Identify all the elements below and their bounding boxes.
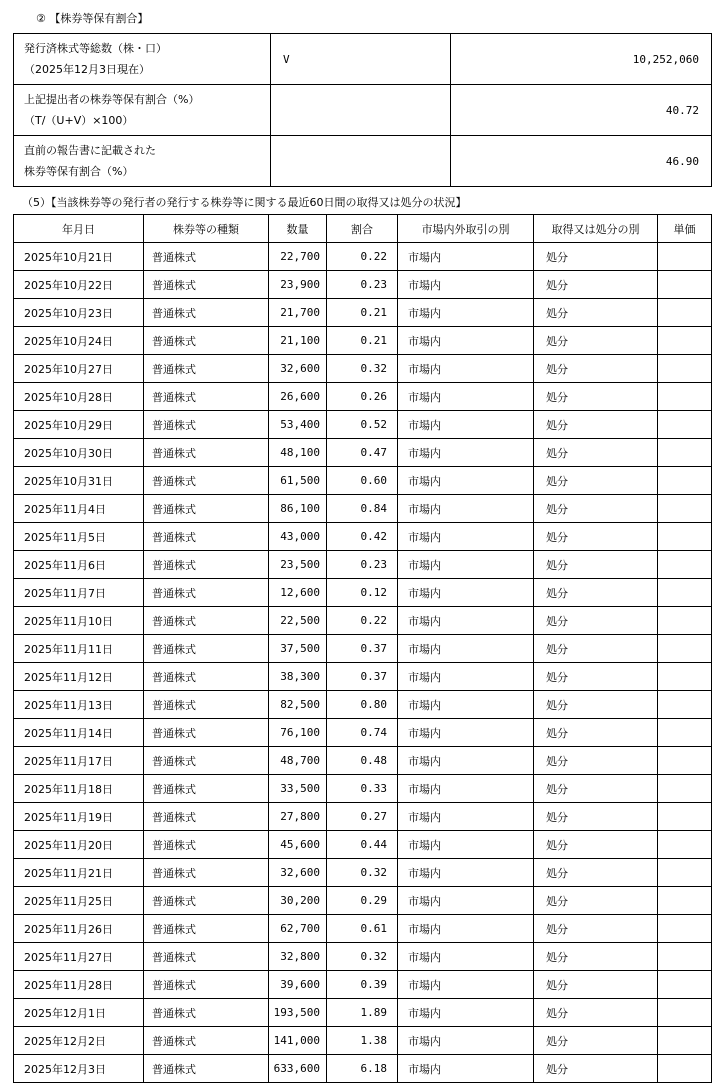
cell-market: 市場内 (398, 467, 534, 495)
cell-ratio: 0.44 (327, 831, 398, 859)
cell-date: 2025年10月21日 (14, 243, 144, 271)
cell-date: 2025年11月20日 (14, 831, 144, 859)
cell-date: 2025年10月27日 (14, 355, 144, 383)
table-row (14, 747, 712, 775)
cell-unit-price (658, 607, 712, 635)
table-row (14, 1027, 712, 1055)
cell-quantity: 62,700 (269, 915, 327, 943)
cell-type: 普通株式 (144, 327, 269, 355)
cell-acquisition-or-disposal: 処分 (534, 299, 658, 327)
cell-quantity: 53,400 (269, 411, 327, 439)
ratio-label-cell (14, 85, 271, 136)
ratio-label-line2: （T/（U+V）×100） (24, 114, 134, 127)
table-row (14, 915, 712, 943)
cell-quantity: 23,900 (269, 271, 327, 299)
cell-type: 普通株式 (144, 439, 269, 467)
cell-unit-price (658, 467, 712, 495)
cell-date: 2025年12月1日 (14, 999, 144, 1027)
cell-date: 2025年11月11日 (14, 635, 144, 663)
cell-market: 市場内 (398, 327, 534, 355)
cell-market: 市場内 (398, 663, 534, 691)
ratio-value: 10,252,060 (451, 34, 712, 85)
transactions-table (13, 214, 712, 1083)
table-row (14, 607, 712, 635)
cell-date: 2025年11月19日 (14, 803, 144, 831)
cell-ratio: 1.89 (327, 999, 398, 1027)
cell-quantity: 48,100 (269, 439, 327, 467)
cell-unit-price (658, 943, 712, 971)
cell-acquisition-or-disposal: 処分 (534, 551, 658, 579)
cell-ratio: 0.21 (327, 327, 398, 355)
cell-type: 普通株式 (144, 635, 269, 663)
table-row (14, 243, 712, 271)
ratio-row-previous-ratio (14, 136, 712, 187)
cell-date: 2025年11月25日 (14, 887, 144, 915)
cell-quantity: 21,700 (269, 299, 327, 327)
cell-unit-price (658, 971, 712, 999)
table-row (14, 775, 712, 803)
cell-date: 2025年10月31日 (14, 467, 144, 495)
cell-acquisition-or-disposal: 処分 (534, 1027, 658, 1055)
cell-ratio: 0.42 (327, 523, 398, 551)
cell-market: 市場内 (398, 943, 534, 971)
cell-type: 普通株式 (144, 411, 269, 439)
cell-type: 普通株式 (144, 691, 269, 719)
cell-ratio: 0.37 (327, 663, 398, 691)
cell-type: 普通株式 (144, 999, 269, 1027)
cell-acquisition-or-disposal: 処分 (534, 887, 658, 915)
cell-unit-price (658, 803, 712, 831)
table-header-row (14, 215, 712, 243)
cell-unit-price (658, 579, 712, 607)
cell-market: 市場内 (398, 551, 534, 579)
cell-date: 2025年11月4日 (14, 495, 144, 523)
cell-date: 2025年10月24日 (14, 327, 144, 355)
cell-ratio: 1.38 (327, 1027, 398, 1055)
cell-market: 市場内 (398, 607, 534, 635)
table-row (14, 439, 712, 467)
cell-quantity: 32,600 (269, 355, 327, 383)
table-row (14, 859, 712, 887)
cell-type: 普通株式 (144, 831, 269, 859)
cell-type: 普通株式 (144, 887, 269, 915)
cell-type: 普通株式 (144, 383, 269, 411)
cell-type: 普通株式 (144, 1055, 269, 1083)
cell-ratio: 0.39 (327, 971, 398, 999)
table-row (14, 719, 712, 747)
ratio-symbol (271, 136, 451, 187)
cell-date: 2025年11月14日 (14, 719, 144, 747)
cell-date: 2025年11月28日 (14, 971, 144, 999)
cell-acquisition-or-disposal: 処分 (534, 579, 658, 607)
cell-date: 2025年11月7日 (14, 579, 144, 607)
cell-quantity: 30,200 (269, 887, 327, 915)
cell-date: 2025年10月29日 (14, 411, 144, 439)
table-row (14, 691, 712, 719)
cell-market: 市場内 (398, 859, 534, 887)
cell-ratio: 0.21 (327, 299, 398, 327)
cell-acquisition-or-disposal: 処分 (534, 719, 658, 747)
cell-ratio: 0.52 (327, 411, 398, 439)
table-row (14, 887, 712, 915)
cell-market: 市場内 (398, 579, 534, 607)
cell-market: 市場内 (398, 747, 534, 775)
cell-date: 2025年12月3日 (14, 1055, 144, 1083)
cell-type: 普通株式 (144, 243, 269, 271)
cell-unit-price (658, 439, 712, 467)
table-row (14, 383, 712, 411)
cell-date: 2025年10月28日 (14, 383, 144, 411)
cell-acquisition-or-disposal: 処分 (534, 775, 658, 803)
table-row (14, 299, 712, 327)
cell-acquisition-or-disposal: 処分 (534, 495, 658, 523)
cell-unit-price (658, 271, 712, 299)
cell-ratio: 0.33 (327, 775, 398, 803)
cell-market: 市場内 (398, 971, 534, 999)
cell-date: 2025年11月18日 (14, 775, 144, 803)
column-header-type: 株券等の種類 (144, 215, 269, 243)
ratio-symbol: V (271, 34, 451, 85)
cell-quantity: 633,600 (269, 1055, 327, 1083)
cell-unit-price (658, 859, 712, 887)
cell-unit-price (658, 691, 712, 719)
ratio-label-line1: 直前の報告書に記載された (24, 144, 156, 157)
cell-acquisition-or-disposal: 処分 (534, 803, 658, 831)
cell-acquisition-or-disposal: 処分 (534, 523, 658, 551)
cell-type: 普通株式 (144, 859, 269, 887)
table-row (14, 495, 712, 523)
cell-acquisition-or-disposal: 処分 (534, 383, 658, 411)
cell-market: 市場内 (398, 439, 534, 467)
column-header-quantity: 数量 (269, 215, 327, 243)
ratio-label-line2: （2025年12月3日現在） (24, 63, 150, 76)
cell-unit-price (658, 523, 712, 551)
cell-quantity: 12,600 (269, 579, 327, 607)
cell-unit-price (658, 299, 712, 327)
cell-date: 2025年11月10日 (14, 607, 144, 635)
cell-ratio: 0.60 (327, 467, 398, 495)
cell-acquisition-or-disposal: 処分 (534, 635, 658, 663)
cell-acquisition-or-disposal: 処分 (534, 747, 658, 775)
cell-market: 市場内 (398, 1055, 534, 1083)
cell-quantity: 38,300 (269, 663, 327, 691)
cell-date: 2025年11月13日 (14, 691, 144, 719)
holding-ratio-table (13, 33, 712, 187)
cell-market: 市場内 (398, 411, 534, 439)
cell-market: 市場内 (398, 719, 534, 747)
cell-ratio: 0.48 (327, 747, 398, 775)
cell-quantity: 43,000 (269, 523, 327, 551)
cell-unit-price (658, 719, 712, 747)
cell-ratio: 0.61 (327, 915, 398, 943)
cell-acquisition-or-disposal: 処分 (534, 915, 658, 943)
cell-quantity: 33,500 (269, 775, 327, 803)
cell-acquisition-or-disposal: 処分 (534, 355, 658, 383)
cell-quantity: 37,500 (269, 635, 327, 663)
table-row (14, 579, 712, 607)
cell-type: 普通株式 (144, 1027, 269, 1055)
column-header-market: 市場内外取引の別 (398, 215, 534, 243)
cell-acquisition-or-disposal: 処分 (534, 943, 658, 971)
cell-market: 市場内 (398, 299, 534, 327)
cell-date: 2025年10月23日 (14, 299, 144, 327)
cell-ratio: 0.23 (327, 551, 398, 579)
cell-unit-price (658, 775, 712, 803)
table-row (14, 523, 712, 551)
cell-market: 市場内 (398, 999, 534, 1027)
ratio-label-line1: 発行済株式等総数（株・口） (24, 42, 167, 55)
cell-acquisition-or-disposal: 処分 (534, 691, 658, 719)
cell-type: 普通株式 (144, 551, 269, 579)
cell-unit-price (658, 411, 712, 439)
cell-quantity: 82,500 (269, 691, 327, 719)
cell-type: 普通株式 (144, 467, 269, 495)
cell-quantity: 86,100 (269, 495, 327, 523)
cell-acquisition-or-disposal: 処分 (534, 243, 658, 271)
cell-type: 普通株式 (144, 607, 269, 635)
cell-market: 市場内 (398, 271, 534, 299)
cell-unit-price (658, 663, 712, 691)
ratio-label-cell (14, 136, 271, 187)
cell-ratio: 0.12 (327, 579, 398, 607)
cell-ratio: 0.37 (327, 635, 398, 663)
cell-acquisition-or-disposal: 処分 (534, 999, 658, 1027)
table-row (14, 327, 712, 355)
table-row (14, 467, 712, 495)
cell-date: 2025年11月26日 (14, 915, 144, 943)
cell-unit-price (658, 1055, 712, 1083)
cell-type: 普通株式 (144, 803, 269, 831)
column-header-date: 年月日 (14, 215, 144, 243)
cell-date: 2025年11月21日 (14, 859, 144, 887)
cell-date: 2025年10月30日 (14, 439, 144, 467)
transactions-table-body (14, 243, 712, 1083)
cell-ratio: 0.74 (327, 719, 398, 747)
cell-quantity: 23,500 (269, 551, 327, 579)
cell-type: 普通株式 (144, 355, 269, 383)
cell-ratio: 0.23 (327, 271, 398, 299)
column-header-ratio: 割合 (327, 215, 398, 243)
cell-quantity: 141,000 (269, 1027, 327, 1055)
table-row (14, 551, 712, 579)
cell-type: 普通株式 (144, 719, 269, 747)
cell-type: 普通株式 (144, 299, 269, 327)
cell-acquisition-or-disposal: 処分 (534, 271, 658, 299)
cell-acquisition-or-disposal: 処分 (534, 439, 658, 467)
cell-ratio: 0.32 (327, 859, 398, 887)
cell-market: 市場内 (398, 915, 534, 943)
cell-date: 2025年10月22日 (14, 271, 144, 299)
cell-market: 市場内 (398, 355, 534, 383)
table-row (14, 831, 712, 859)
cell-type: 普通株式 (144, 579, 269, 607)
cell-type: 普通株式 (144, 747, 269, 775)
cell-ratio: 0.80 (327, 691, 398, 719)
cell-acquisition-or-disposal: 処分 (534, 607, 658, 635)
cell-unit-price (658, 887, 712, 915)
cell-ratio: 0.22 (327, 607, 398, 635)
cell-market: 市場内 (398, 831, 534, 859)
cell-quantity: 26,600 (269, 383, 327, 411)
cell-type: 普通株式 (144, 775, 269, 803)
cell-unit-price (658, 999, 712, 1027)
table-row (14, 999, 712, 1027)
cell-market: 市場内 (398, 243, 534, 271)
cell-type: 普通株式 (144, 943, 269, 971)
ratio-symbol (271, 85, 451, 136)
cell-quantity: 48,700 (269, 747, 327, 775)
table-row (14, 635, 712, 663)
cell-date: 2025年11月12日 (14, 663, 144, 691)
table-row (14, 663, 712, 691)
cell-type: 普通株式 (144, 271, 269, 299)
cell-ratio: 0.26 (327, 383, 398, 411)
cell-quantity: 76,100 (269, 719, 327, 747)
cell-market: 市場内 (398, 523, 534, 551)
cell-date: 2025年11月6日 (14, 551, 144, 579)
cell-quantity: 32,600 (269, 859, 327, 887)
cell-quantity: 27,800 (269, 803, 327, 831)
cell-quantity: 32,800 (269, 943, 327, 971)
cell-acquisition-or-disposal: 処分 (534, 327, 658, 355)
cell-market: 市場内 (398, 775, 534, 803)
table-row (14, 803, 712, 831)
table-row (14, 943, 712, 971)
cell-ratio: 6.18 (327, 1055, 398, 1083)
cell-unit-price (658, 551, 712, 579)
cell-ratio: 0.32 (327, 943, 398, 971)
cell-date: 2025年11月17日 (14, 747, 144, 775)
cell-quantity: 21,100 (269, 327, 327, 355)
cell-quantity: 61,500 (269, 467, 327, 495)
ratio-label-line2: 株券等保有割合（%） (24, 165, 134, 178)
section-ratio-title: ② 【株券等保有割合】 (36, 12, 149, 25)
table-row (14, 411, 712, 439)
cell-acquisition-or-disposal: 処分 (534, 831, 658, 859)
table-row (14, 271, 712, 299)
cell-type: 普通株式 (144, 663, 269, 691)
cell-ratio: 0.22 (327, 243, 398, 271)
cell-unit-price (658, 915, 712, 943)
cell-unit-price (658, 495, 712, 523)
cell-unit-price (658, 635, 712, 663)
cell-quantity: 193,500 (269, 999, 327, 1027)
cell-ratio: 0.27 (327, 803, 398, 831)
cell-unit-price (658, 355, 712, 383)
table-row (14, 355, 712, 383)
cell-unit-price (658, 327, 712, 355)
cell-ratio: 0.47 (327, 439, 398, 467)
cell-type: 普通株式 (144, 915, 269, 943)
cell-acquisition-or-disposal: 処分 (534, 663, 658, 691)
cell-unit-price (658, 747, 712, 775)
ratio-label-line1: 上記提出者の株券等保有割合（%） (24, 93, 200, 106)
ratio-row-holding-ratio (14, 85, 712, 136)
section-transactions-title: （5）【当該株券等の発行者の発行する株券等に関する最近60日間の取得又は処分の状況】 (22, 196, 467, 209)
ratio-value: 46.90 (451, 136, 712, 187)
cell-ratio: 0.29 (327, 887, 398, 915)
cell-acquisition-or-disposal: 処分 (534, 411, 658, 439)
cell-unit-price (658, 831, 712, 859)
column-header-unit-price: 単価 (658, 215, 712, 243)
table-row (14, 971, 712, 999)
cell-date: 2025年12月2日 (14, 1027, 144, 1055)
cell-date: 2025年11月27日 (14, 943, 144, 971)
ratio-row-total-shares (14, 34, 712, 85)
cell-type: 普通株式 (144, 971, 269, 999)
ratio-label-cell (14, 34, 271, 85)
cell-acquisition-or-disposal: 処分 (534, 859, 658, 887)
cell-unit-price (658, 243, 712, 271)
cell-market: 市場内 (398, 691, 534, 719)
cell-unit-price (658, 1027, 712, 1055)
cell-quantity: 22,500 (269, 607, 327, 635)
cell-acquisition-or-disposal: 処分 (534, 467, 658, 495)
cell-quantity: 45,600 (269, 831, 327, 859)
cell-unit-price (658, 383, 712, 411)
column-header-acquisition-or-disposal: 取得又は処分の別 (534, 215, 658, 243)
cell-type: 普通株式 (144, 523, 269, 551)
cell-ratio: 0.32 (327, 355, 398, 383)
cell-acquisition-or-disposal: 処分 (534, 971, 658, 999)
cell-market: 市場内 (398, 1027, 534, 1055)
cell-ratio: 0.84 (327, 495, 398, 523)
cell-type: 普通株式 (144, 495, 269, 523)
cell-acquisition-or-disposal: 処分 (534, 1055, 658, 1083)
cell-quantity: 22,700 (269, 243, 327, 271)
cell-market: 市場内 (398, 383, 534, 411)
cell-market: 市場内 (398, 495, 534, 523)
cell-market: 市場内 (398, 635, 534, 663)
ratio-value: 40.72 (451, 85, 712, 136)
table-row (14, 1055, 712, 1083)
cell-date: 2025年11月5日 (14, 523, 144, 551)
cell-market: 市場内 (398, 887, 534, 915)
cell-market: 市場内 (398, 803, 534, 831)
cell-quantity: 39,600 (269, 971, 327, 999)
